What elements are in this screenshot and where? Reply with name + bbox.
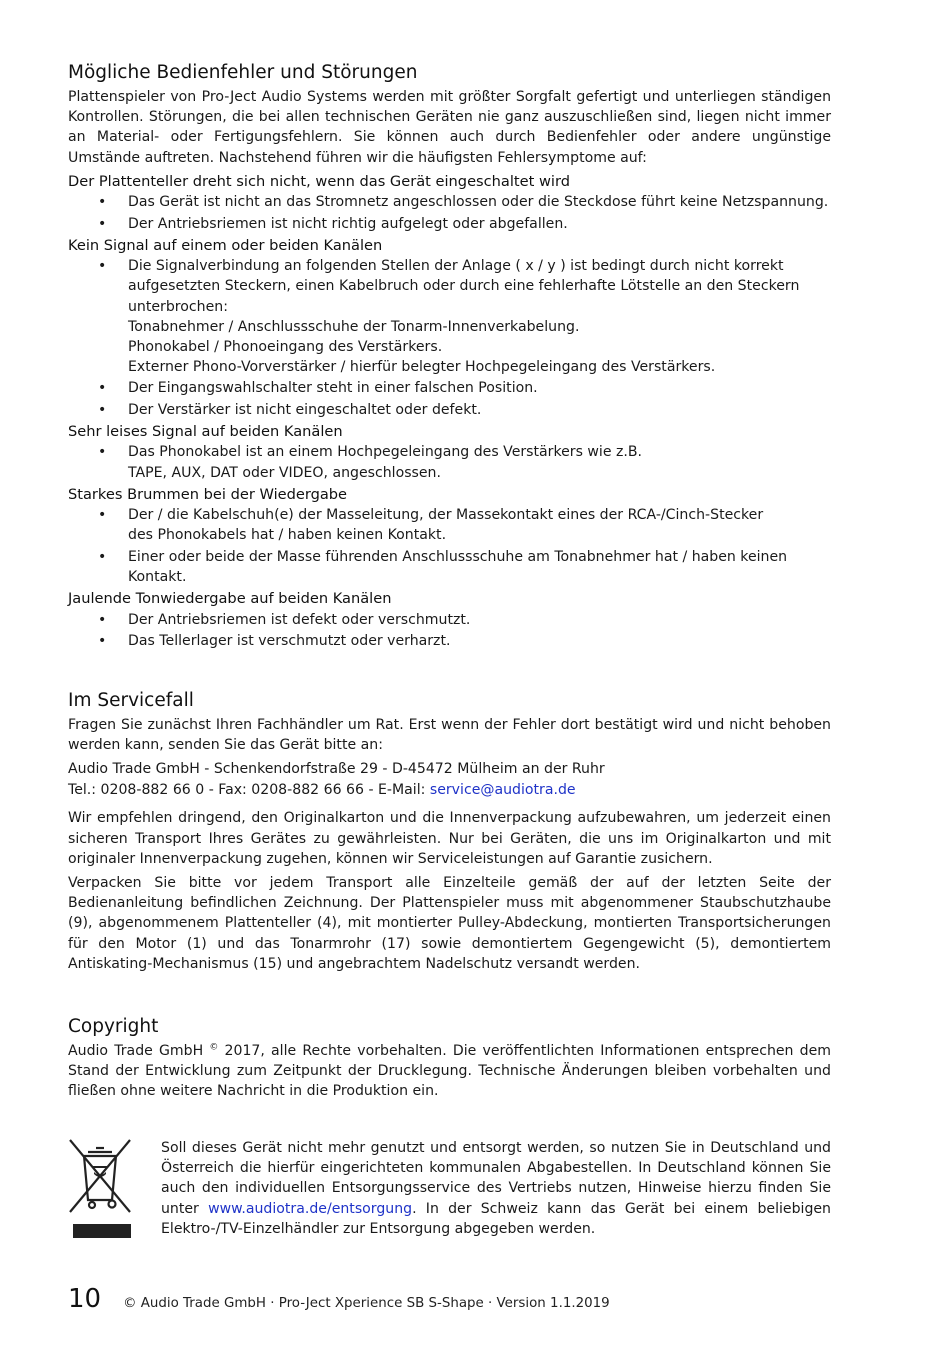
symptom-title-quiet-signal: Sehr leises Signal auf beiden Kanälen [68,422,343,440]
sub-line: Externer Phono-Vorverstärker / hierfür belegter Hochpegeleingang des Verstärkers. [128,359,716,376]
copyright-text: Audio Trade GmbH © 2017, alle Rechte vorbehalten. Die veröffentlichten Informationen entsprechen dem Stand der Entwicklung zum Zeitpunkt der Drucklegung. Technische Änderungen bleiben vorbehalten und fließen ohne weitere Nachricht in die Produktion ein. [68,1042,831,1100]
section-heading-service: Im Servicefall [68,689,194,711]
service-packaging-note: Wir empfehlen dringend, den Originalkarton und die Innenverpackung aufzubewahren, um jederzeit einen sicheren Transport Ihres Gerätes zu gewährleisten. Nur bei Geräten, die uns im Originalkarton und mit originaler Innenverpackung zugehen, können wir Serviceleistungen auf Garantie zusichern. [68,810,831,867]
bullet-icon: • [98,194,107,211]
service-transport-note: Verpacken Sie bitte vor jedem Transport alle Einzelteile gemäß der auf der letzten Seite der Bedienanleitung befindlichen Zeichnung. Der Plattenspieler muss mit abgenommener Staubschutzhaube (9), abgenommenem Plattenteller (4), mit montierter Pulley-Abdeckung, montierten Transportsicherungen für den Motor (1) und das Tonarmrohr (17) sowie demontiertem Gegengewicht (5), demontiertem Antiskating-Mechanismus (15) und angebrachtem Nadelschutz versandt werden. [68,874,831,972]
symptom-title-hum: Starkes Brummen bei der Wiedergabe [68,485,348,503]
list-item: • Das Gerät ist nicht an das Stromnetz angeschlossen oder die Steckdose führt keine Netzspannung. [68,192,831,212]
list-item: • Der Eingangswahlschalter steht in einer falschen Position. [68,378,831,398]
list-item: • Der Antriebsriemen ist defekt oder verschmutzt. [68,610,831,630]
disposal-link[interactable]: www.audiotra.de/entsorgung [208,1200,413,1217]
bullet-icon: • [98,444,107,461]
bullet-icon: • [98,380,107,397]
page-content [68,62,831,1106]
list-item: • Einer oder beide der Masse führenden Anschlussschuhe am Tonabnehmer hat / haben keinen Kontakt. [98,548,788,585]
service-intro: Fragen Sie zunächst Ihren Fachhändler um Rat. Erst wenn der Fehler dort bestätigt wird und nicht behoben werden kann, senden Sie das Gerät bitte an: [68,716,831,754]
bullet-icon: • [98,611,107,628]
email-link[interactable]: service@audiotra.de [429,781,576,798]
bullet-icon: • [98,548,107,565]
sub-line: Phonokabel / Phonoeingang des Verstärkers. [128,339,443,356]
symptom-list-hum [68,505,831,587]
service-contact: Tel.: 0208-882 66 0 - Fax: 0208-882 66 66 - E-Mail: service@audiotra.de [68,781,576,798]
symptom-list-quiet-signal [68,442,831,482]
list-item: • Die Signalverbindung an folgenden Stellen der Anlage ( x / y ) ist bedingt durch nicht korrekt aufgesetzten Steckern, einen Kabelbruch oder durch eine fehlerhafte Lötstelle an den Steckern unterbrochen: Tonabnehmer / Anschlussschuhe der Tonarm-Innenverkabelung. Phonokabel / Phonoeingang des Verstärkers. Externer Phono-Vorverstärker / hierfür belegter Hochpegeleingang des Verstärkers. [68,256,831,377]
list-item: • Das Phonokabel ist an einem Hochpegeleingang des Verstärkers wie z.B. TAPE, AUX, DAT oder VIDEO, angeschlossen. [98,444,643,481]
page-footer [68,1284,610,1316]
copyright-symbol: © [209,1042,219,1053]
bullet-icon: • [98,632,107,649]
list-item: • Der / die Kabelschuh(e) der Masseleitung, der Massekontakt eines der RCA-/Cinch-Stecker des Phonokabels hat / haben keinen Kontakt. [98,507,764,544]
list-item: • Der Antriebsriemen ist nicht richtig aufgelegt oder abgefallen. [68,214,831,234]
section-heading-copyright: Copyright [68,1016,159,1037]
footer-text: © Audio Trade GmbH · Pro-Ject Xperience SB S-Shape · Version 1.1.2019 [123,1296,610,1311]
service-address: Audio Trade GmbH - Schenkendorfstraße 29 - D-45472 Mülheim an der Ruhr [68,761,605,778]
crossed-out-wheelie-bin-icon [68,1138,132,1240]
list-item: • Das Tellerlager ist verschmutzt oder verharzt. [68,631,831,651]
bullet-icon: • [98,258,107,275]
symptom-list-no-signal [68,256,831,420]
symptom-list-platter [68,192,831,233]
list-item: • Der Verstärker ist nicht eingeschaltet oder defekt. [68,400,831,420]
symptom-list-wow [68,610,831,651]
troubleshooting-intro: Plattenspieler von Pro-Ject Audio Systems werden mit größter Sorgfalt gefertigt und unterliegen ständigen Kontrollen. Störungen, die bei allen technischen Geräten nie ganz auszuschließen sind, liegen nicht immer an Material- oder Fertigungsfehlern. Sie können auch durch Bedienfehler oder andere ungünstige Umstände auftreten. Nachstehend führen wir die häufigsten Fehlersymptome auf: [68,89,831,166]
symptom-title-platter: Der Plattenteller dreht sich nicht, wenn das Gerät eingeschaltet wird [68,172,570,190]
sub-line: Tonabnehmer / Anschlussschuhe der Tonarm-Innenverkabelung. [128,318,580,335]
symptom-title-no-signal: Kein Signal auf einem oder beiden Kanälen [68,236,383,254]
bullet-icon: • [98,507,107,524]
section-heading-troubleshooting: Mögliche Bedienfehler und Störungen [68,62,418,83]
bullet-icon: • [98,215,107,232]
page-number: 10 [68,1284,102,1314]
disposal-text: Soll dieses Gerät nicht mehr genutzt und entsorgt werden, so nutzen Sie in Deutschland und Österreich die hierfür eingerichteten kommunalen Abgabestellen. In Deutschland können Sie auch den individuellen Entsorgungsservice des Vertriebs nutzen, Hinweise hierzu finden Sie unter www.audiotra.de/entsorgung. In der Schweiz kann das Gerät bei einem beliebigen Elektro-/TV-Einzelhändler zur Entsorgung abgegeben werden. [161,1140,831,1237]
bullet-icon: • [98,401,107,418]
symptom-title-wow: Jaulende Tonwiedergabe auf beiden Kanälen [68,590,392,608]
